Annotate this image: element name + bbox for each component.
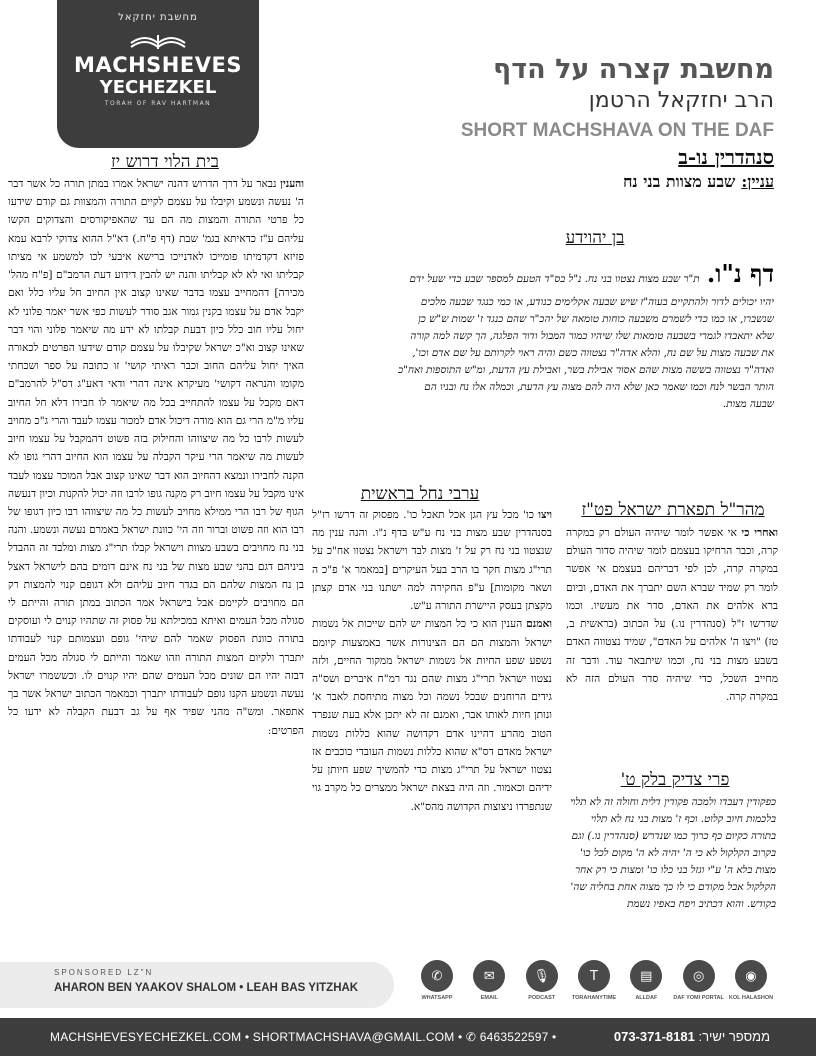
maharal-text [566, 524, 778, 756]
contact-bar [0, 1018, 816, 1056]
torahanytime-link[interactable] [571, 960, 617, 1008]
rabbi-name: הרב יחזקאל הרטמן [588, 88, 774, 113]
microphone-icon: 🎙 [526, 960, 558, 992]
pri-tzadik-text [566, 794, 776, 926]
kol-halashon-link[interactable] [728, 960, 774, 1008]
beis-halevi-text [8, 175, 304, 927]
direct-number-value: 073-371-8181 [613, 1029, 695, 1044]
contact-links[interactable]: MACHSHEVESYECHEZKEL.COM • SHORTMACHSHAVA@GMAIL.COM • ✆ 6463522597 • [50, 1030, 557, 1044]
arvei-nachal-body-1: כו' מכל עץ הגן אכל תאכל כו'. מפסוק זה דרשו רז"ל בסנהדרין שבע מצות בני נח ע"ש בדף נ"ו. והנה ענין מה שנצטוו בני נח רק על ז' מצות לבד וישראל נצטוו אח"כ על תרי"ג מצות חקר בו הרב בעל העיקרים [במאמר א' פ"כ ה ושאר מקומות] ע"פ החקירה למה ישתנו בני אדם קצתן מקצתן בעסק היישרת התורה ע"ש. [312, 509, 552, 613]
masechet-daf: סנהדרין נו-ב [678, 145, 774, 169]
maharal-heading: מהר"ל תפארת ישראל פט"ז [581, 500, 765, 520]
beis-halevi-heading: בית הלוי דרוש יז [111, 152, 219, 172]
torahanytime-icon: T [578, 960, 610, 992]
alldaf-label: ALLDAF [635, 995, 658, 1001]
kol-halashon-icon: ◉ [735, 960, 767, 992]
sponsor-label: SPONSORED LZ"N [54, 968, 154, 977]
arvei-nachal-lead-1: ויצו [538, 509, 552, 521]
email-link[interactable] [466, 960, 512, 1008]
logo-line2: YECHEZKEL [99, 77, 217, 98]
daf-yomi-portal-icon: ◎ [683, 960, 715, 992]
podcast-link[interactable] [519, 960, 565, 1008]
logo-tagline: TORAH OF RAV HARTMAN [104, 100, 212, 107]
open-book-icon [127, 29, 189, 51]
arvei-nachal-lead-2: ואמנם [526, 618, 552, 631]
maharal-lead: ואחרי כי [741, 527, 778, 539]
ben-yehoyada-heading: בן יהוידע [565, 228, 625, 248]
platform-icons [414, 960, 774, 1008]
podcast-label: PODCAST [528, 995, 556, 1001]
inyan-text: שבע מצוות בני נח [622, 172, 736, 191]
alldaf-icon: ▤ [630, 960, 662, 992]
logo [57, 0, 259, 148]
logo-line1: MACHSHEVES [74, 53, 242, 77]
page-title: מחשבת קצרה על הדף [493, 54, 774, 85]
direct-number-label: ממספר ישיר: [698, 1029, 770, 1044]
english-title: SHORT MACHSHAVA ON THE DAF [460, 120, 774, 141]
whatsapp-label: WHATSAPP [421, 995, 453, 1001]
arvei-nachal-text [312, 506, 552, 928]
pri-tzadik-body: כפקודין דעבדו ולמכה פקודין דלית וחולה זה לא תלוי בלכמות חיוב קלוט. וכף ז' מצות בני נח לא תלוי בתורה כקיום כף כרוך כמו שנדרש (סנהדרין נו.) וגם בקרוב הקלקול לא כי ה' יהיה לא ה' מקום לכל כו' מצות בלא ה' ע"י וגזל בני כלו כו' ומצות כי רק אחר הקלקול אבל מקודם כי לו כך מצוה אחת בחליה שה' בקודש. והוא דכתיב ויפח באפיו נשמת [570, 796, 776, 911]
email-icon: ✉ [473, 960, 505, 992]
ben-yehoyada-text [398, 254, 774, 472]
daf-yomi-portal-label: DAF YOMI PORTAL [673, 995, 724, 1001]
whatsapp-link[interactable] [414, 960, 460, 1008]
maharal-body: אי אפשר לומר שיהיה העולם רק במקרה קרה, וכבר הרחיקו בעצמם לומר שיהיה סדור העולם במקרה קרה, לכן לפי דבריהם בעצמם אי אפשר לומר רק שמיד שברא השם יתברך את האדם, וביום ברא אלהים את האדם, סדר את מעשיו. וכמו שדרשו ז"ל (סנהדרין נו.) על הכתוב (בראשית ב, טז) "ויצו ה' אלהים על האדם", שמיד נצטווה האדם בשבע מצות בני נח, וכמו שיתבאר עוד. ודבר זה מחייב השכל, כדי שיהיה סדר העולם הזה לא במקרה קרה. [566, 527, 778, 703]
torahanytime-label: TORAHANYTIME [571, 995, 617, 1001]
sponsor-names: AHARON BEN YAAKOV SHALOM • LEAH BAS YITZHAK [54, 982, 359, 994]
whatsapp-icon: ✆ [421, 960, 453, 992]
arvei-nachal-body-2: הענין הוא כי כל המצות יש להם שייכות אל נשמות ישראל והמצות הם הם הצינורות אשר באמצעות קיומם נשפע שפע החיות אל נשמות ישראל ממקור החיים, ולזה נצטוו ישראל תרי"ג מצות שהם נגד רמ"ח איברים ושס"ה גידים הרוחנים שבכל נשמה וכל מצוה מתיחסת לאבר א' ונותן חיות לאותו אבר, ואמנם זה לא יתכן אלא בעת שנפרד הטוב מהרע דהיינו אדם דקדושה שהוא כללות נשמות ישראל מאדם דס"א שהוא כללות נשמות העובדי כוכבים אז נצטוו ישראל על תרי"ג מצות כדי להמשיך שפע חיותן על ידיהם וכאמור. וזה היה בצאת ישראל ממצרים כל מקרב גוי שנתפרדו ניצוצות הקדושה מהס"א. [312, 618, 552, 813]
beis-halevi-body: נבאר על דרך הדרוש דהנה ישראל אמרו במתן תורה כל אשר דבר ה' נעשה ונשמע וקיבלו על עצמם לקיים התורה והמצוות גם קודם שידעו כל פרטי התורה והמצות מה הם עד שהאפיקורסים והצדוקים הקשו עליהם ע"ז כדאיתא בגמ' שבת (דף פ"ח.) דא"ל ההוא צדוקי לרבא עמא פזיזא דקדמיתו פומייכו לאדנייכו ברישא איבעי לכו למשמע אי מציתו קבליתו ואי לא לא קבליתו והנה יש להבין דידוע דעת הרמב"ם [פ"ח מהל' מכירה] דהמחייב עצמו בדבר שאינו קצוב אין החיוב חל עליו כלל ואם יקבל אדם על עצמו בקנין גמור אגב סודר לעשות כפי אשר יאמר פלוני לא יחול עליו חוב כלל כיון דבעת קבלתו לא ידע מה שיאמר פלוני והוי דבר שאינו קצוב וא"כ ישראל שקיבלו על עצמם קודם שידעו הפרטים לכאורה האיך יחול עליהם החוב וכבר ראיתי קושי' זו כתובה על ספר ושכחתי מקומו והנראה דקושי' מעיקרא אינה דהרי ודאי דאע"ג דס"ל להרמב"ם דאם מקבל על עצמו להתחייב בכל מה שיאמר לו חבירו דלא חל החיוב עליו מ"מ הרי גם הוא מודה דיכול אדם למכור עצמו לעבד והרי ג"כ מחויב לעשות לרבו כל מה שיצווהו והחילוק בזה פשוט דהמקבל על עצמו חיוב לעשות מה שיאמר הרי עיקר הקבלה על עצמו הוא החיוב דהרי גופו לא הקנה לחבירו ונמצא דהחיוב הוא דבר שאינו קצוב אבל המוכר עצמו לעבד אינו מקבל על עצמו חיוב רק מקנה גופו לרבו וזה יכול להקנות וכיון דנעשה הגוף של רבו הרי ממילא מחויב לעשות כל מה שיצווהו רבו כיון דגופו של רבו הוא וזה פשוט וברור וזה הי' כוונת ישראל באמרם נעשה ונשמע. והנה בני נח מחויבים בשבע מצוות וישראל קבלו תרי"ג מצות ומלבד זה ההבדל ביניהם דגם בהני שבע מצות של בני נח אינם דומים בהם לישראל דאצל בן נח המצות שלהם הם בגדר חיוב עליהם ולא דגופם קנוי להמצות רק הם מחויבים לקיימם אבל בישראל אמר הכתוב במתן תורה והייתם לי סגולה מכל העמים ואיתא במכילתא על פסוק זה שתהיו קנוים לי ועוסקים בתורה כוונת הפסוק שאמר להם שיהי' גופם ועצמותם קנוי לעבודתו יתברך ולקיום המצות התורה וזהו שאמר והייתם לי סגולה מכל העמים דבזה יהיו הם שונים מכל העמים שהם יהיו קנוים לו. וכששמרו ישראל נעשה ונשמע הקנו גופם לעבודתו יתברך וכמאמר הכתוב ישראל אשר בך אתפאר. ומש"ה מהני שפיר אף על גב דבעת הקבלה לא ידעו כל הפרטים: [8, 178, 304, 737]
arvei-nachal-heading: ערבי נחל בראשית [360, 484, 480, 504]
alldaf-link[interactable] [623, 960, 669, 1008]
ben-yehoyada-daf: דף נ"ו. [706, 259, 774, 288]
inyan-line [623, 172, 774, 192]
logo-hebrew: מחשבת יחזקאל [118, 12, 198, 23]
pri-tzadik-heading: פרי צדיק בלק ט' [620, 770, 730, 790]
ben-yehoyada-body: ת"ר שבע מצות נצטוו בני נח. נ"ל בס"ד הטעם למספר שבע כדי שעל ידם יהיו יכולים לדור ולהתקיים בעוה"ז שיש שבעה אקלימים כנודע, או כמי כנגד שבעה מלכים שנשברו, או כמו כדי לשמרם משבעה כוחות טומאה של יהכ"ר שהם כנגד ז' שמות ש"ש כן שלא יתאבדו לגמרי בשבעה טומאות שלו שיהיו כמור המבול ודור הפלגה, הך קשה למה קורה את שבעה מצות על שם נח, והלא אדה"ר נצטווה כשם והיה ראוי לקרותם על שם אדם וכו', ואדה"ר נצטווה בששה מצות שהם אסור אבילת בשר, ואבילת עץ הדעת, ומ"ש התוספות ואח"כ הותר הבשר לנח וכמו שאמר כאן שלא היה להם מצוה עץ הדעת, וכמלה אלו נח ובניו הם שבעה מצות. [398, 273, 774, 411]
direct-number[interactable] [614, 1029, 770, 1044]
beis-halevi-lead: והענין [280, 178, 304, 190]
email-label: EMAIL [480, 995, 498, 1001]
inyan-label: עניין: [741, 172, 774, 191]
daf-yomi-portal-link[interactable] [673, 960, 724, 1008]
kol-halashon-label: KOL HALASHON [728, 995, 774, 1001]
